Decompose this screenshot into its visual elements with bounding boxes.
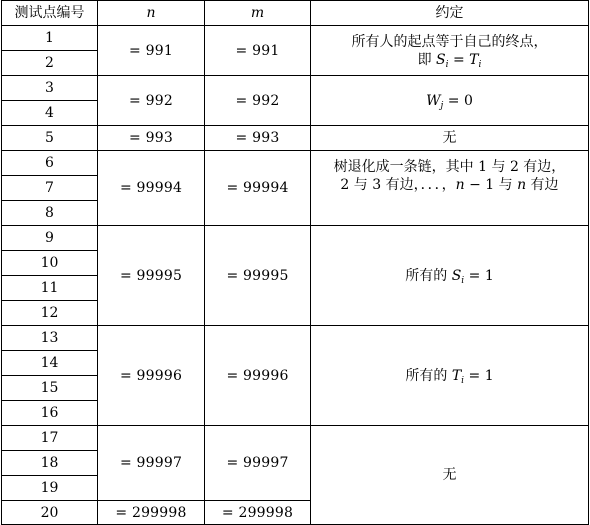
convention-cell [311,226,589,326]
spacer [311,194,588,218]
n-value: = 992 [98,76,205,126]
table-row [2,326,589,351]
convention-text: 有边 [526,177,559,193]
m-value: = 992 [205,76,311,126]
n-value: = 299998 [98,501,205,525]
convention-line: 树退化成一条链，其中 1 与 2 有边， [333,159,566,175]
test-point-table [1,0,589,525]
convention-text: 所有的 [405,367,452,384]
header-id: 测试点编号 [2,1,98,26]
n-value: = 99997 [98,426,205,501]
var-t: T [469,51,479,68]
convention-cell [311,326,589,426]
test-id: 13 [2,326,98,351]
test-id: 12 [2,301,98,326]
convention-cell [311,151,589,226]
table-row [2,426,589,451]
convention-cell: 无 [311,126,589,151]
test-id: 19 [2,476,98,501]
m-value: = 993 [205,126,311,151]
m-value: = 99994 [205,151,311,226]
test-id: 2 [2,51,98,76]
var-s: S [451,267,462,284]
var-t: T [451,367,462,384]
test-id: 18 [2,451,98,476]
header-n: n [98,1,205,26]
var-n: n [455,177,465,193]
subscript-i: i [461,275,465,286]
table-row [2,126,589,151]
convention-cell [311,76,589,126]
equals: = [448,51,470,68]
subscript-i: i [445,59,449,70]
m-value: = 299998 [205,501,311,525]
convention-text: − 1 与 [464,177,518,193]
test-id: 3 [2,76,98,101]
test-id: 16 [2,401,98,426]
m-value: = 991 [205,26,311,76]
convention-cell [311,26,589,76]
convention-cell: 无 [311,426,589,525]
convention-text: 即 [417,51,437,68]
header-m: m [205,1,311,26]
test-id: 4 [2,101,98,126]
test-id: 5 [2,126,98,151]
table-row [2,76,589,101]
convention-text: 所有的 [405,267,452,284]
test-id: 11 [2,276,98,301]
test-id: 6 [2,151,98,176]
table-row [2,226,589,251]
var-w: W [426,92,441,109]
convention-line [311,176,588,194]
test-id: 20 [2,501,98,525]
var-n: n [517,177,527,193]
table-row [2,26,589,51]
table-row [2,151,589,176]
convention-line [311,51,588,69]
m-value: = 99995 [205,226,311,326]
test-id: 15 [2,376,98,401]
subscript-j: j [440,100,444,111]
subscript-i: i [478,59,482,70]
convention-text: 2 与 3 有边，．．．， [340,177,456,193]
convention-line: 所有人的起点等于自己的终点， [351,33,548,50]
n-value: = 99994 [98,151,205,226]
convention-text: = 1 [464,367,494,384]
table-header-row [2,1,589,26]
convention-text: = 1 [464,267,494,284]
n-value: = 993 [98,126,205,151]
n-value: = 991 [98,26,205,76]
convention-text: = 0 [443,92,473,109]
n-value: = 99996 [98,326,205,426]
m-value: = 99996 [205,326,311,426]
test-id: 8 [2,201,98,226]
n-value: = 99995 [98,226,205,326]
var-s: S [436,51,446,68]
test-id: 10 [2,251,98,276]
test-id: 7 [2,176,98,201]
test-id: 1 [2,26,98,51]
subscript-i: i [461,375,465,386]
test-id: 9 [2,226,98,251]
header-convention: 约定 [311,1,589,26]
m-value: = 99997 [205,426,311,501]
test-id: 17 [2,426,98,451]
test-id: 14 [2,351,98,376]
